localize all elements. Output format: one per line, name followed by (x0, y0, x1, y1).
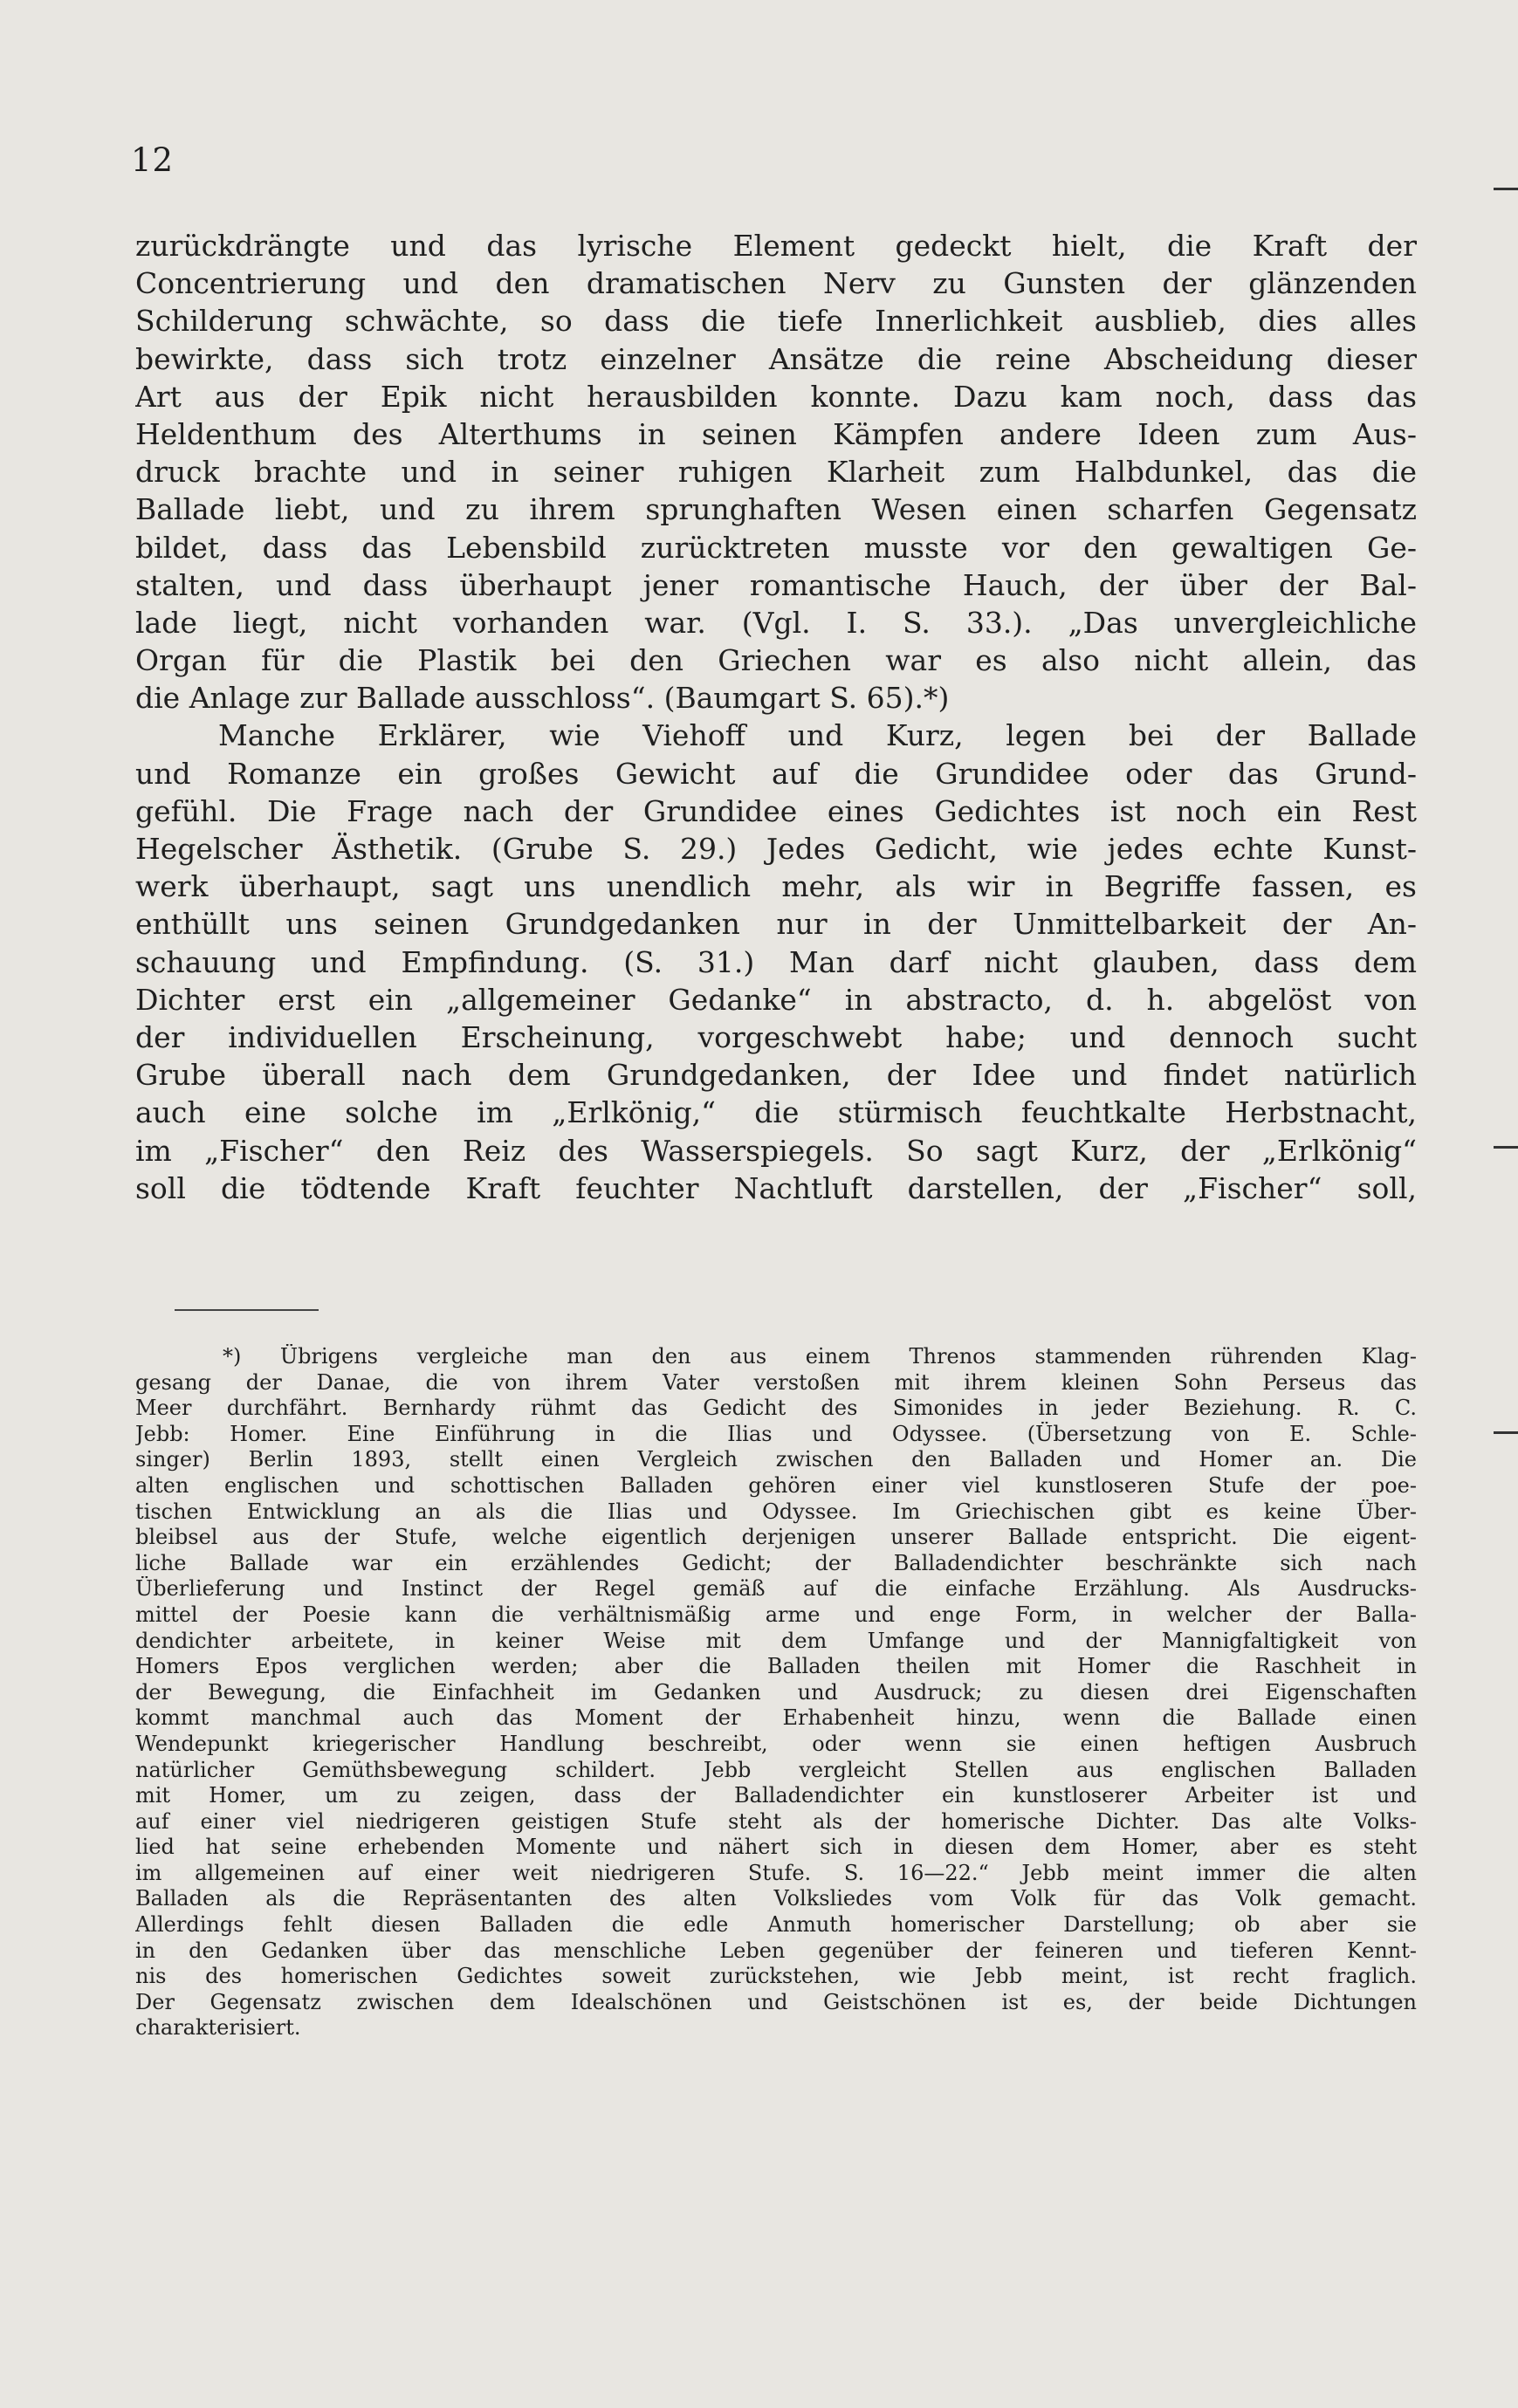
page-number: 12 (131, 141, 175, 179)
text-line: Art aus der Epik nicht herausbilden konnte. Dazu kam noch, dass das (135, 379, 1417, 414)
text-line: Concentrierung und den dramatischen Nerv zu Gunsten der glänzenden (135, 266, 1417, 301)
text-line: bildet, dass das Lebensbild zurücktreten musste vor den gewaltigen Ge- (135, 530, 1417, 565)
footnote-line: singer) Berlin 1893, stellt einen Vergleich zwischen den Balladen und Homer an. Die (135, 1447, 1417, 1472)
margin-mark (1494, 1146, 1518, 1149)
margin-mark (1494, 1431, 1518, 1434)
text-line: die Anlage zur Ballade ausschloss“. (Baumgart S. 65).*) (135, 681, 950, 716)
footnote-line: in den Gedanken über das menschliche Leben gegenüber der feineren und tieferen Kennt- (135, 1938, 1417, 1963)
footnote-line: kommt manchmal auch das Moment der Erhabenheit hinzu, wenn die Ballade einen (135, 1705, 1417, 1731)
text-line: auch eine solche im „Erlkönig,“ die stürmisch feuchtkalte Herbstnacht, (135, 1095, 1417, 1130)
footnote-line: natürlicher Gemüthsbewegung schildert. Jebb vergleicht Stellen aus englischen Balladen (135, 1757, 1417, 1782)
text-line: enthüllt uns seinen Grundgedanken nur in der Unmittelbarkeit der An- (135, 907, 1417, 942)
footnote-line: dendichter arbeitete, in keiner Weise mit dem Umfange und der Mannigfaltigkeit von (135, 1628, 1417, 1653)
footnote-line: liche Ballade war ein erzählendes Gedicht; der Balladendichter beschränkte sich nach (135, 1550, 1417, 1575)
text-line: Grube überall nach dem Grundgedanken, der Idee und findet natürlich (135, 1058, 1417, 1093)
footnote-line: der Bewegung, die Einfachheit im Gedanken und Ausdruck; zu diesen drei Eigenschaften (135, 1679, 1417, 1705)
main-text (135, 227, 1417, 1207)
footnote-line: auf einer viel niedrigeren geistigen Stufe steht als der homerische Dichter. Das alte Volks- (135, 1808, 1417, 1834)
paragraph-2 (135, 717, 1417, 1206)
text-line: Heldenthum des Alterthums in seinen Kämpfen andere Ideen zum Aus- (135, 416, 1417, 451)
footnote-line: Meer durchfährt. Bernhardy rühmt das Gedicht des Simonides in jeder Beziehung. R. C. (135, 1396, 1417, 1421)
footnote-line: Homers Epos verglichen werden; aber die Balladen theilen mit Homer die Raschheit in (135, 1654, 1417, 1679)
text-line: soll die tödtende Kraft feuchter Nachtluft darstellen, der „Fischer“ soll, (135, 1170, 1417, 1205)
text-line: gefühl. Die Frage nach der Grundidee eines Gedichtes ist noch ein Rest (135, 793, 1417, 828)
footnote-separator (175, 1309, 319, 1311)
text-line: im „Fischer“ den Reiz des Wasserspiegels. So sagt Kurz, der „Erlkönig“ (135, 1133, 1417, 1168)
text-line: werk überhaupt, sagt uns unendlich mehr, als wir in Begriffe fassen, es (135, 869, 1417, 904)
text-line: zurückdrängte und das lyrische Element gedeckt hielt, die Kraft der (135, 229, 1417, 263)
text-line: stalten, und dass überhaupt jener romantische Hauch, der über der Bal- (135, 567, 1417, 602)
paragraph-1 (135, 227, 1417, 717)
text-line: Manche Erklärer, wie Viehoff und Kurz, legen bei der Ballade (218, 718, 1417, 753)
footnote-line: tischen Entwicklung an als die Ilias und Odyssee. Im Griechischen gibt es keine Über- (135, 1499, 1417, 1524)
text-line: Organ für die Plastik bei den Griechen war es also nicht allein, das (135, 643, 1417, 678)
text-line: Hegelscher Ästhetik. (Grube S. 29.) Jedes Gedicht, wie jedes echte Kunst- (135, 832, 1417, 866)
text-line: Schilderung schwächte, so dass die tiefe Innerlichkeit ausblieb, dies alles (135, 304, 1417, 339)
footnote-line: nis des homerischen Gedichtes soweit zurückstehen, wie Jebb meint, ist recht fraglich. (135, 1964, 1417, 1989)
footnote-line: Überlieferung und Instinct der Regel gemäß auf die einfache Erzählung. Als Ausdrucks- (135, 1576, 1417, 1602)
footnote-line: Balladen als die Repräsentanten des alten Volksliedes vom Volk für das Volk gemacht. (135, 1886, 1417, 1911)
text-line: bewirkte, dass sich trotz einzelner Ansätze die reine Abscheidung dieser (135, 341, 1417, 376)
footnote-line: alten englischen und schottischen Balladen gehören einer viel kunstloseren Stufe der poe- (135, 1472, 1417, 1498)
footnote-line: Wendepunkt kriegerischer Handlung beschreibt, oder wenn sie einen heftigen Ausbruch (135, 1731, 1417, 1756)
footnote-line: im allgemeinen auf einer weit niedrigeren Stufe. S. 16—22.“ Jebb meint immer die alten (135, 1860, 1417, 1885)
footnote-line: Allerdings fehlt diesen Balladen die edle Anmuth homerischer Darstellung; ob aber sie (135, 1912, 1417, 1938)
text-line: schauung und Empfindung. (S. 31.) Man darf nicht glauben, dass dem (135, 944, 1417, 979)
margin-mark (1494, 188, 1518, 190)
text-line: der individuellen Erscheinung, vorgeschwebt habe; und dennoch sucht (135, 1019, 1417, 1054)
text-line: Dichter erst ein „allgemeiner Gedanke“ in abstracto, d. h. abgelöst von (135, 982, 1417, 1017)
footnote-line: *) Übrigens vergleiche man den aus einem Threnos stammenden rührenden Klag- (223, 1344, 1417, 1369)
text-line: lade liegt, nicht vorhanden war. (Vgl. I. S. 33.). „Das unvergleichliche (135, 605, 1417, 640)
footnote-line: gesang der Danae, die von ihrem Vater verstoßen mit ihrem kleinen Sohn Perseus das (135, 1369, 1417, 1395)
text-line: und Romanze ein großes Gewicht auf die Grundidee oder das Grund- (135, 756, 1417, 791)
footnote-line: Jebb: Homer. Eine Einführung in die Ilias und Odyssee. (Übersetzung von E. Schle- (135, 1421, 1417, 1446)
footnote (135, 1344, 1417, 2041)
footnote-line: mit Homer, um zu zeigen, dass der Balladendichter ein kunstloserer Arbeiter ist und (135, 1783, 1417, 1808)
footnote-line: Der Gegensatz zwischen dem Idealschönen und Geistschönen ist es, der beide Dichtungen (135, 1989, 1417, 2014)
footnote-line: bleibsel aus der Stufe, welche eigentlich derjenigen unserer Ballade entspricht. Die eigent- (135, 1525, 1417, 1550)
text-line: Ballade liebt, und zu ihrem sprunghaften Wesen einen scharfen Gegensatz (135, 492, 1417, 527)
footnote-line: lied hat seine erhebenden Momente und nähert sich in diesen dem Homer, aber es steht (135, 1835, 1417, 1860)
text-line: druck brachte und in seiner ruhigen Klarheit zum Halbdunkel, das die (135, 455, 1417, 490)
footnote-line: mittel der Poesie kann die verhältnismäßig arme und enge Form, in welcher der Balla- (135, 1602, 1417, 1627)
footnote-line: charakterisiert. (135, 2015, 301, 2041)
